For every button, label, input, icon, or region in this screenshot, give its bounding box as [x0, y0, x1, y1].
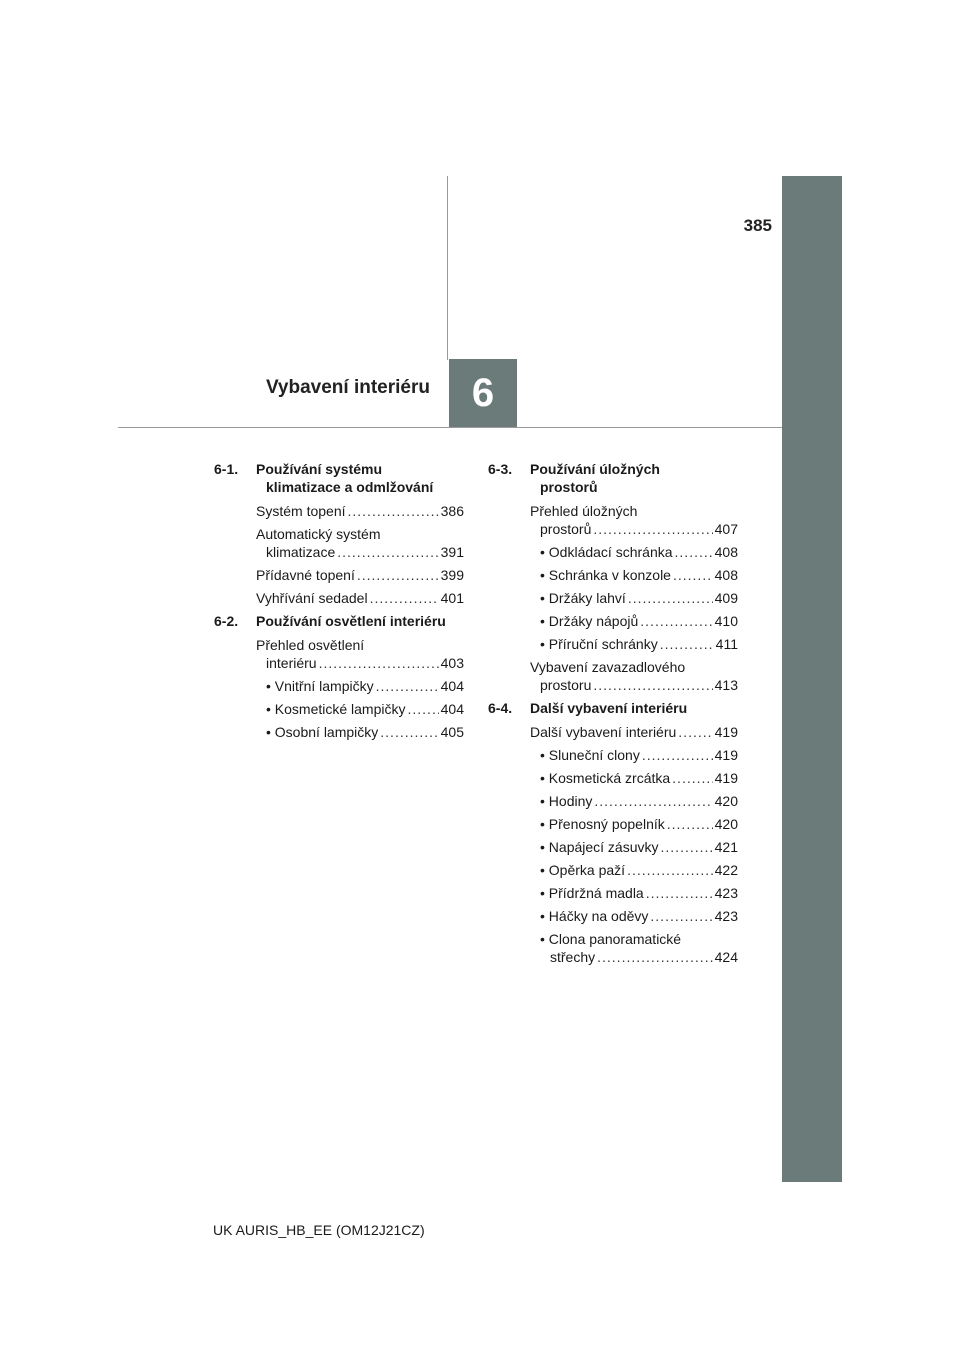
toc-entry-line: [540, 907, 738, 925]
toc-entry-label: klimatizace: [266, 544, 336, 560]
toc-entry-line: [530, 520, 738, 538]
toc-entry-line: [540, 948, 738, 966]
toc-entry-label: Přehled osvětlení: [256, 637, 365, 653]
toc-entry[interactable]: [488, 612, 738, 630]
toc-entry-label: Systém topení: [256, 503, 346, 519]
toc-entry[interactable]: [488, 589, 738, 607]
section-title: Používání osvětlení interiéru: [256, 613, 446, 629]
toc-entry-label: • Přenosný popelník: [540, 816, 665, 832]
toc-dot-leader: [661, 838, 713, 856]
section-title-continuation: prostorů: [540, 479, 598, 495]
toc-page-number: 409: [714, 590, 738, 606]
toc-dot-leader: [627, 861, 713, 879]
toc-dot-leader: [357, 566, 439, 584]
header-vertical-rule: [447, 176, 448, 360]
toc-page-number: 420: [714, 793, 738, 809]
toc-page-number: 420: [714, 816, 738, 832]
toc-entry-label: Další vybavení interiéru: [530, 724, 677, 740]
toc-dot-leader: [646, 884, 713, 902]
toc-entry[interactable]: [488, 884, 738, 902]
toc-entry-label: střechy: [550, 949, 596, 965]
toc-dot-leader: [593, 520, 712, 538]
toc-entry-line: [540, 930, 738, 948]
page-number: 385: [743, 216, 772, 235]
toc-entry[interactable]: [214, 700, 464, 718]
toc-page-number: 408: [714, 567, 738, 583]
toc-entry[interactable]: [488, 746, 738, 764]
toc-entry-line: [540, 566, 738, 584]
toc-entry-line: [256, 589, 464, 607]
chapter-title: Vybavení interiéru: [265, 377, 430, 398]
toc-dot-leader: [380, 723, 438, 741]
toc-entry-line: [256, 525, 464, 543]
toc-entry-label: Vyhřívání sedadel: [256, 590, 368, 606]
toc-page-number: 422: [714, 862, 738, 878]
toc-entry[interactable]: [488, 502, 738, 538]
toc-entry-label: • Opěrka paží: [540, 862, 626, 878]
toc-entry[interactable]: [214, 636, 464, 672]
toc-entry-label: • Přídržná madla: [540, 885, 644, 901]
toc-entry[interactable]: [488, 838, 738, 856]
toc-entry-label: • Příruční schránky: [540, 636, 658, 652]
section-number: 6-4.: [488, 700, 513, 716]
toc-entry-label: • Hodiny: [540, 793, 593, 809]
toc-right-column: [488, 460, 738, 971]
toc-section-heading[interactable]: [488, 460, 738, 496]
chapter-number: 6: [471, 370, 495, 415]
header-horizontal-rule: [118, 427, 782, 428]
toc-entry-label: Přehled úložných: [530, 503, 638, 519]
toc-dot-leader: [667, 815, 713, 833]
toc-dot-leader: [673, 566, 713, 584]
toc-entry-line: [540, 838, 738, 856]
toc-entry-line: [256, 566, 464, 584]
section-title: Používání úložných prostorů: [530, 460, 738, 496]
toc-entry[interactable]: [214, 589, 464, 607]
toc-entry-label: • Odkládací schránka: [540, 544, 673, 560]
toc-page-number: 404: [440, 678, 464, 694]
toc-entry-line: [540, 635, 738, 653]
toc-page-number: 404: [440, 701, 464, 717]
toc-entry[interactable]: [488, 543, 738, 561]
toc-section-heading[interactable]: [488, 699, 738, 717]
toc-page-number: 403: [440, 655, 464, 671]
toc-entry-label: • Schránka v konzole: [540, 567, 671, 583]
toc-entry-line: [266, 700, 464, 718]
toc-dot-leader: [642, 746, 713, 764]
toc-entry[interactable]: [214, 566, 464, 584]
toc-entry-label: • Držáky nápojů: [540, 613, 639, 629]
toc-entry-label: • Vnitřní lampičky: [266, 678, 374, 694]
toc-section-heading[interactable]: [214, 460, 464, 496]
toc-page-number: 401: [440, 590, 464, 606]
toc-entry-label: • Háčky na oděvy: [540, 908, 649, 924]
toc-entry-label: • Kosmetická zrcátka: [540, 770, 671, 786]
toc-entry-line: [256, 654, 464, 672]
toc-left-column: [214, 460, 464, 746]
toc-entry[interactable]: [214, 525, 464, 561]
toc-section-heading[interactable]: [214, 612, 464, 630]
toc-page-number: 407: [714, 521, 738, 537]
toc-entry-line: [530, 502, 738, 520]
toc-entry[interactable]: [214, 723, 464, 741]
toc-dot-leader: [319, 654, 439, 672]
toc-page-number: 411: [715, 636, 738, 652]
section-number: 6-2.: [214, 613, 239, 629]
toc-entry-line: [540, 815, 738, 833]
toc-entry-line: [266, 677, 464, 695]
toc-entry-line: [540, 589, 738, 607]
toc-page-number: 419: [714, 747, 738, 763]
toc-entry-line: [530, 723, 738, 741]
toc-entry-line: [540, 769, 738, 787]
section-title: Používání systému klimatizace a odmlžování: [256, 460, 464, 496]
footer-model-code: UK AURIS_HB_EE (OM12J21CZ): [213, 1222, 425, 1238]
toc-dot-leader: [640, 612, 712, 630]
toc-entry[interactable]: [488, 792, 738, 810]
toc-entry[interactable]: [488, 723, 738, 741]
toc-dot-leader: [650, 907, 712, 925]
toc-entry-line: [540, 612, 738, 630]
toc-entry-label: • Osobní lampičky: [266, 724, 379, 740]
toc-page-number: 413: [714, 677, 738, 693]
toc-entry-label: • Držáky lahví: [540, 590, 626, 606]
chapter-number-box: [449, 359, 517, 427]
toc-entry[interactable]: [488, 907, 738, 925]
toc-dot-leader: [348, 502, 439, 520]
toc-entry[interactable]: [488, 635, 738, 653]
toc-entry[interactable]: [488, 930, 738, 966]
toc-dot-leader: [678, 723, 712, 741]
section-number: 6-3.: [488, 461, 513, 477]
toc-entry[interactable]: [488, 815, 738, 833]
toc-entry-label: Vybavení zavazadlového: [530, 659, 686, 675]
toc-entry-label: • Clona panoramatické: [540, 931, 682, 947]
toc-page-number: 405: [440, 724, 464, 740]
toc-entry-label: Automatický systém: [256, 526, 381, 542]
toc-page-number: 423: [714, 908, 738, 924]
toc-dot-leader: [675, 543, 713, 561]
toc-page-number: 419: [714, 770, 738, 786]
chapter-side-tab: [782, 176, 842, 1182]
toc-entry-label: • Kosmetické lampičky: [266, 701, 406, 717]
toc-page-number: 424: [714, 949, 738, 965]
toc-entry-line: [540, 884, 738, 902]
section-number: 6-1.: [214, 461, 239, 477]
section-title: Další vybavení interiéru: [530, 700, 688, 716]
toc-dot-leader: [593, 676, 712, 694]
toc-dot-leader: [376, 677, 439, 695]
toc-entry[interactable]: [488, 566, 738, 584]
toc-entry-line: [530, 676, 738, 694]
toc-dot-leader: [408, 700, 439, 718]
toc-entry-label: Přídavné topení: [256, 567, 355, 583]
toc-page-number: 408: [714, 544, 738, 560]
toc-entry-line: [266, 723, 464, 741]
toc-dot-leader: [628, 589, 713, 607]
toc-entry[interactable]: [488, 769, 738, 787]
toc-entry[interactable]: [214, 677, 464, 695]
toc-dot-leader: [370, 589, 439, 607]
toc-entry[interactable]: [488, 658, 738, 694]
toc-page-number: 386: [440, 503, 464, 519]
toc-entry-line: [256, 502, 464, 520]
toc-entry-line: [540, 746, 738, 764]
toc-entry-line: [540, 861, 738, 879]
toc-page-number: 423: [714, 885, 738, 901]
toc-page-number: 391: [440, 544, 464, 560]
toc-entry-label: • Napájecí zásuvky: [540, 839, 659, 855]
toc-entry-line: [256, 543, 464, 561]
toc-page-number: 419: [714, 724, 738, 740]
toc-entry-line: [530, 658, 738, 676]
toc-page-number: 421: [714, 839, 738, 855]
toc-entry-line: [256, 636, 464, 654]
toc-page-number: 410: [714, 613, 738, 629]
toc-entry-line: [540, 543, 738, 561]
section-title-continuation: klimatizace a odmlžování: [266, 479, 434, 495]
toc-dot-leader: [337, 543, 438, 561]
toc-dot-leader: [594, 792, 712, 810]
toc-dot-leader: [597, 948, 713, 966]
toc-entry-label: interiéru: [266, 655, 317, 671]
toc-entry-label: • Sluneční clony: [540, 747, 640, 763]
toc-entry-line: [540, 792, 738, 810]
toc-entry[interactable]: [214, 502, 464, 520]
toc-entry[interactable]: [488, 861, 738, 879]
toc-dot-leader: [672, 769, 712, 787]
toc-entry-label: prostoru: [540, 677, 592, 693]
toc-dot-leader: [660, 635, 714, 653]
toc-page-number: 399: [440, 567, 464, 583]
toc-entry-label: prostorů: [540, 521, 592, 537]
